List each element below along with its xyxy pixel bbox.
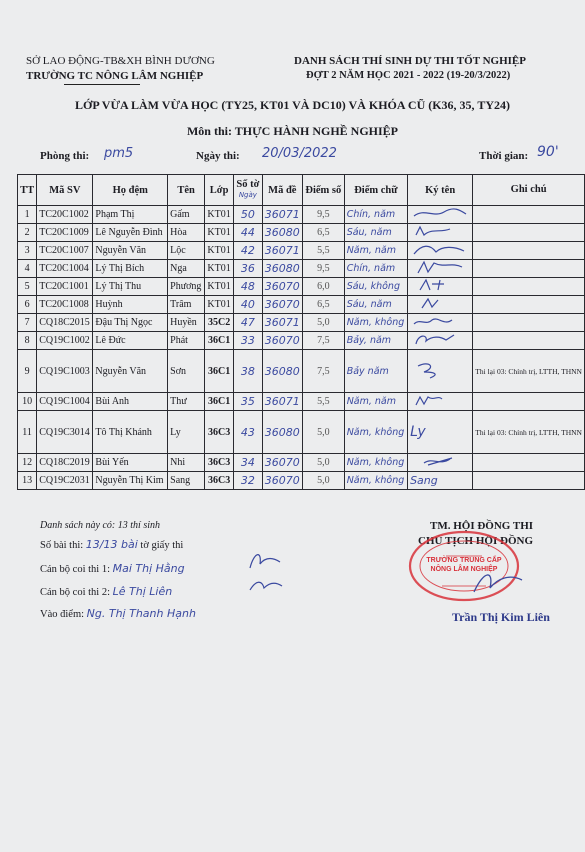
- signature-scribble: [410, 206, 470, 220]
- council-title: TM. HỘI ĐỒNG THI: [430, 520, 534, 532]
- score-entry-line: [40, 607, 196, 620]
- cell-name: Hòa: [168, 224, 205, 242]
- cell-score-words: Sáu, năm: [344, 296, 407, 314]
- cell-signature: [408, 454, 473, 472]
- col-header-student-id: Mã SV: [37, 175, 93, 206]
- cell-student-id: TC20C1004: [37, 260, 93, 278]
- table-row: [18, 454, 585, 472]
- cell-exam-code: 36071: [262, 242, 302, 260]
- cell-signature: Ly: [408, 411, 473, 454]
- table-row: [18, 296, 585, 314]
- cell-surname: Đậu Thị Ngọc: [93, 314, 168, 332]
- signature-scribble: [410, 332, 470, 346]
- table-row: [18, 224, 585, 242]
- cell-surname: Nguyễn Văn: [93, 350, 168, 393]
- cell-exam-code: 36080: [262, 260, 302, 278]
- signature-scribble: [410, 224, 470, 238]
- cell-notes: [473, 332, 585, 350]
- candidate-count: Danh sách này có: 13 thí sinh: [40, 520, 160, 531]
- col-header-score-words: Điểm chữ: [344, 175, 407, 206]
- cell-exam-code: 36071: [262, 314, 302, 332]
- time-value: 90': [537, 144, 559, 160]
- stamp-text: TRƯỜNG TRUNG CẤP NÔNG LÂM NGHIỆP: [426, 557, 502, 573]
- col-header-notes: Ghi chú: [473, 175, 585, 206]
- cell-tt: 8: [18, 332, 37, 350]
- table-row: [18, 260, 585, 278]
- cell-score-words: Sáu, không: [344, 278, 407, 296]
- table-header: [18, 175, 585, 206]
- date-value: 20/03/2022: [262, 146, 337, 161]
- cell-surname: Nguyễn Văn: [93, 242, 168, 260]
- cell-score: 5,0: [302, 472, 344, 490]
- table-row: [18, 350, 585, 393]
- cell-score: 9,5: [302, 260, 344, 278]
- cell-sheets: 50: [234, 206, 263, 224]
- table-row: [18, 278, 585, 296]
- cell-name: Thư: [168, 393, 205, 411]
- cell-exam-code: 36070: [262, 332, 302, 350]
- cell-notes: [473, 393, 585, 411]
- signature-scribble: [410, 454, 470, 468]
- cell-student-id: TC20C1009: [37, 224, 93, 242]
- cell-tt: 9: [18, 350, 37, 393]
- signature-scribble: [410, 242, 470, 256]
- cell-tt: 2: [18, 224, 37, 242]
- cell-notes: [473, 224, 585, 242]
- cell-class: 36C1: [205, 350, 234, 393]
- cell-tt: 3: [18, 242, 37, 260]
- cell-sheets: 35: [234, 393, 263, 411]
- cell-name: Phương: [168, 278, 205, 296]
- cell-tt: 11: [18, 411, 37, 454]
- col-header-exam-code: Mã đề: [262, 175, 302, 206]
- cell-class: 35C2: [205, 314, 234, 332]
- cell-score-words: Năm, không: [344, 411, 407, 454]
- room-value: pm5: [104, 146, 134, 161]
- cell-signature: [408, 278, 473, 296]
- table-row: [18, 411, 585, 454]
- cell-class: 36C3: [205, 454, 234, 472]
- cell-score-words: Chín, năm: [344, 260, 407, 278]
- cell-exam-code: 36080: [262, 411, 302, 454]
- cell-name: Sơn: [168, 350, 205, 393]
- table-row: [18, 393, 585, 411]
- cell-score-words: Năm, không: [344, 454, 407, 472]
- cell-surname: Phạm Thị: [93, 206, 168, 224]
- score-entry-name: Ng. Thị Thanh Hạnh: [86, 607, 196, 620]
- cell-tt: 7: [18, 314, 37, 332]
- col-header-tt: TT: [18, 175, 37, 206]
- cell-signature: [408, 206, 473, 224]
- cell-notes: Thi lại 03: Chính trị, LTTH, THNN: [473, 411, 585, 454]
- org-line-1: SỞ LAO ĐỘNG-TB&XH BÌNH DƯƠNG: [26, 55, 215, 67]
- papers-label: Số bài thi:: [40, 540, 84, 551]
- cell-exam-code: 36071: [262, 393, 302, 411]
- signature-scribble: [410, 296, 470, 310]
- cell-surname: Huỳnh: [93, 296, 168, 314]
- cell-student-id: TC20C1001: [37, 278, 93, 296]
- cell-student-id: TC20C1007: [37, 242, 93, 260]
- signature-scribble: [410, 360, 470, 380]
- table-row: [18, 314, 585, 332]
- col-header-class: Lớp: [205, 175, 234, 206]
- cell-signature: [408, 242, 473, 260]
- cell-sheets: 48: [234, 278, 263, 296]
- cell-student-id: CQ19C1003: [37, 350, 93, 393]
- cell-tt: 12: [18, 454, 37, 472]
- cell-signature: [408, 350, 473, 393]
- cell-class: KT01: [205, 278, 234, 296]
- cell-score-words: Năm, không: [344, 314, 407, 332]
- cell-notes: [473, 296, 585, 314]
- cell-name: Gấm: [168, 206, 205, 224]
- org-underline: [64, 84, 140, 85]
- cell-class: 36C3: [205, 411, 234, 454]
- cell-surname: Tô Thị Khánh: [93, 411, 168, 454]
- cell-exam-code: 36070: [262, 278, 302, 296]
- table-row: [18, 206, 585, 224]
- cell-student-id: CQ19C2031: [37, 472, 93, 490]
- cell-tt: 5: [18, 278, 37, 296]
- cell-score: 5,5: [302, 393, 344, 411]
- cell-sheets: 38: [234, 350, 263, 393]
- cell-signature: [408, 260, 473, 278]
- cell-class: 36C3: [205, 472, 234, 490]
- cell-surname: Bùi Yến: [93, 454, 168, 472]
- cell-exam-code: 36070: [262, 472, 302, 490]
- cell-score: 7,5: [302, 332, 344, 350]
- papers-value: 13: [85, 538, 100, 551]
- cell-surname: Lê Nguyễn Đình: [93, 224, 168, 242]
- cell-sheets: 34: [234, 454, 263, 472]
- cell-class: KT01: [205, 260, 234, 278]
- cell-score: 7,5: [302, 350, 344, 393]
- cell-student-id: CQ18C2019: [37, 454, 93, 472]
- cell-student-id: TC20C1008: [37, 296, 93, 314]
- col-header-sheets: [234, 175, 263, 206]
- cell-class: 36C1: [205, 393, 234, 411]
- cell-student-id: TC20C1002: [37, 206, 93, 224]
- doc-title-line-2: ĐỢT 2 NĂM HỌC 2021 - 2022 (19-20/3/2022): [306, 70, 511, 81]
- col-header-sheets-note: Ngày: [238, 191, 257, 199]
- col-header-signature: Ký tên: [408, 175, 473, 206]
- proctor-1-line: [40, 562, 185, 575]
- col-header-name: Tên: [168, 175, 205, 206]
- cell-student-id: CQ18C2015: [37, 314, 93, 332]
- cell-sheets: 42: [234, 242, 263, 260]
- council-chair-title: CHỦ TỊCH HỘI ĐỒNG: [418, 535, 534, 547]
- cell-exam-code: 36070: [262, 454, 302, 472]
- cell-notes: [473, 278, 585, 296]
- cell-class: KT01: [205, 296, 234, 314]
- signature-scribble: [410, 314, 470, 328]
- table-row: [18, 242, 585, 260]
- proctor-1-name: Mai Thị Hằng: [112, 562, 185, 575]
- cell-notes: [473, 242, 585, 260]
- papers-count: /13 bài: [99, 538, 138, 551]
- signature-scribble: [410, 260, 470, 274]
- proctor-2-line: [40, 585, 172, 598]
- cell-tt: 4: [18, 260, 37, 278]
- cell-notes: [473, 260, 585, 278]
- proctor-2-name: Lê Thị Liên: [112, 585, 173, 598]
- papers-suffix: tờ giấy thi: [140, 540, 184, 551]
- room-label: Phòng thi:: [40, 150, 90, 162]
- cell-tt: 1: [18, 206, 37, 224]
- cell-notes: Thi lại 03: Chính trị, LTTH, THNN: [473, 350, 585, 393]
- proctor-2-signature: [246, 574, 286, 596]
- cell-score: 6,0: [302, 278, 344, 296]
- chair-signature: [470, 568, 526, 598]
- cell-name: Nga: [168, 260, 205, 278]
- cell-tt: 13: [18, 472, 37, 490]
- cell-score: 5,5: [302, 242, 344, 260]
- cell-score: 5,0: [302, 454, 344, 472]
- candidate-table: [17, 174, 585, 490]
- cell-score-words: Sáu, năm: [344, 224, 407, 242]
- table-row: [18, 332, 585, 350]
- cell-student-id: CQ19C1002: [37, 332, 93, 350]
- cell-exam-code: 36080: [262, 350, 302, 393]
- cell-signature: Sang: [408, 472, 473, 490]
- cell-class: KT01: [205, 206, 234, 224]
- cell-signature: [408, 393, 473, 411]
- cell-name: Nhi: [168, 454, 205, 472]
- cell-exam-code: 36080: [262, 224, 302, 242]
- table-row: [18, 472, 585, 490]
- cell-name: Ly: [168, 411, 205, 454]
- org-line-2: TRƯỜNG TC NÔNG LÂM NGHIỆP: [26, 70, 204, 82]
- col-header-score: Điểm số: [302, 175, 344, 206]
- papers-line: [40, 538, 183, 551]
- signature-scribble: [410, 393, 470, 407]
- signature-scribble: [410, 278, 470, 292]
- cell-tt: 6: [18, 296, 37, 314]
- cell-score-words: Bảy năm: [344, 350, 407, 393]
- proctor-1-signature: [246, 548, 286, 572]
- doc-title-line-1: DANH SÁCH THÍ SINH DỰ THI TỐT NGHIỆP: [294, 55, 526, 67]
- class-line: LỚP VỪA LÀM VỪA HỌC (TY25, KT01 VÀ DC10) VÀ KHÓA CŨ (K36, 35, TY24): [74, 98, 511, 112]
- cell-class: 36C1: [205, 332, 234, 350]
- cell-sheets: 36: [234, 260, 263, 278]
- proctor-1-label: Cán bộ coi thi 1:: [40, 564, 110, 575]
- cell-surname: Nguyễn Thị Kim: [93, 472, 168, 490]
- cell-name: Trâm: [168, 296, 205, 314]
- cell-exam-code: 36071: [262, 206, 302, 224]
- cell-tt: 10: [18, 393, 37, 411]
- cell-sheets: 40: [234, 296, 263, 314]
- cell-score: 6,5: [302, 224, 344, 242]
- cell-sheets: 32: [234, 472, 263, 490]
- cell-student-id: CQ19C1004: [37, 393, 93, 411]
- cell-exam-code: 36070: [262, 296, 302, 314]
- cell-class: KT01: [205, 224, 234, 242]
- cell-score: 5,0: [302, 314, 344, 332]
- cell-name: Huyền: [168, 314, 205, 332]
- cell-signature: [408, 314, 473, 332]
- cell-signature: [408, 296, 473, 314]
- cell-notes: [473, 454, 585, 472]
- time-label: Thời gian:: [479, 150, 529, 162]
- cell-signature: [408, 332, 473, 350]
- cell-score: 5,0: [302, 411, 344, 454]
- score-entry-label: Vào điểm:: [40, 609, 85, 620]
- cell-class: KT01: [205, 242, 234, 260]
- cell-student-id: CQ19C3014: [37, 411, 93, 454]
- chair-name: Trần Thị Kim Liên: [452, 610, 550, 624]
- cell-notes: [473, 314, 585, 332]
- cell-signature: [408, 224, 473, 242]
- cell-sheets: 43: [234, 411, 263, 454]
- cell-score-words: Năm, năm: [344, 393, 407, 411]
- cell-name: Lộc: [168, 242, 205, 260]
- cell-score: 6,5: [302, 296, 344, 314]
- cell-sheets: 44: [234, 224, 263, 242]
- cell-sheets: 33: [234, 332, 263, 350]
- cell-surname: Lý Thị Bích: [93, 260, 168, 278]
- subject-line: Môn thi: THỰC HÀNH NGHỀ NGHIỆP: [186, 124, 398, 138]
- cell-score-words: Chín, năm: [344, 206, 407, 224]
- cell-surname: Lê Đức: [93, 332, 168, 350]
- date-label: Ngày thi:: [196, 150, 240, 162]
- cell-sheets: 47: [234, 314, 263, 332]
- cell-notes: [473, 206, 585, 224]
- cell-surname: Bùi Anh: [93, 393, 168, 411]
- proctor-2-label: Cán bộ coi thi 2:: [40, 587, 110, 598]
- cell-surname: Lý Thị Thu: [93, 278, 168, 296]
- col-header-surname: Họ đệm: [93, 175, 168, 206]
- cell-score-words: Năm, không: [344, 472, 407, 490]
- cell-notes: [473, 472, 585, 490]
- col-header-sheets-label: Số tờ: [236, 179, 260, 190]
- cell-name: Phát: [168, 332, 205, 350]
- cell-score-words: Năm, năm: [344, 242, 407, 260]
- cell-score: 9,5: [302, 206, 344, 224]
- cell-score-words: Bảy, năm: [344, 332, 407, 350]
- cell-name: Sang: [168, 472, 205, 490]
